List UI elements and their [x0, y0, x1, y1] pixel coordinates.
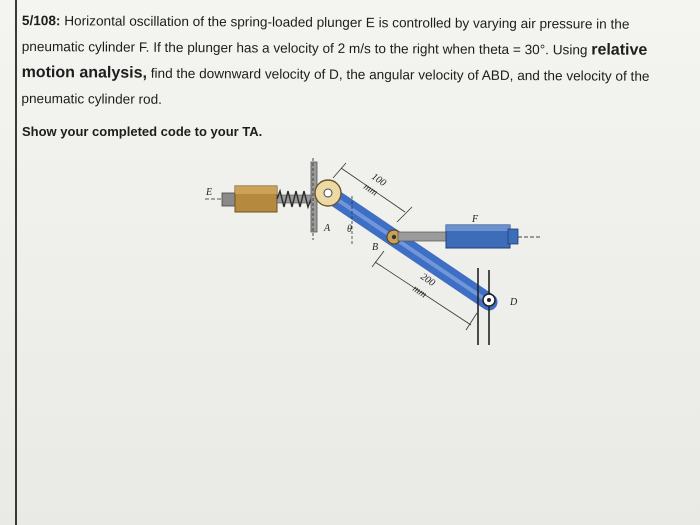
- problem-text-3: find the downward velocity of D, the angular velocity of ABD, and the velocity of the: [150, 65, 650, 84]
- label-b: B: [372, 242, 379, 253]
- spring: [277, 191, 311, 207]
- emphasis-relative: relative: [591, 41, 648, 59]
- label-theta: θ: [347, 224, 352, 235]
- dimension-100-value: 100: [369, 171, 388, 189]
- problem-text-4: pneumatic cylinder rod.: [21, 90, 163, 107]
- emphasis-motion-analysis: motion analysis,: [21, 63, 148, 82]
- problem-text-1: Horizontal oscillation of the spring-loaded plunger E is controlled by varying air pressure in the: [64, 13, 630, 32]
- instruction-text: Show your completed code to your TA.: [22, 124, 263, 139]
- pneumatic-cylinder-f: [398, 225, 540, 248]
- plunger-e: [205, 186, 313, 212]
- dimension-200-value: 200: [418, 271, 437, 289]
- label-d: D: [510, 297, 518, 308]
- label-f: F: [472, 214, 479, 225]
- label-a: A: [324, 223, 331, 234]
- dimension-200-unit: mm: [410, 283, 429, 301]
- label-e: E: [206, 187, 213, 198]
- dimension-100-unit: mm: [361, 181, 380, 199]
- problem-text-2: pneumatic cylinder F. If the plunger has a velocity of 2 m/s to the right when theta = 30°. Using: [21, 38, 588, 58]
- problem-number: 5/108:: [21, 12, 61, 29]
